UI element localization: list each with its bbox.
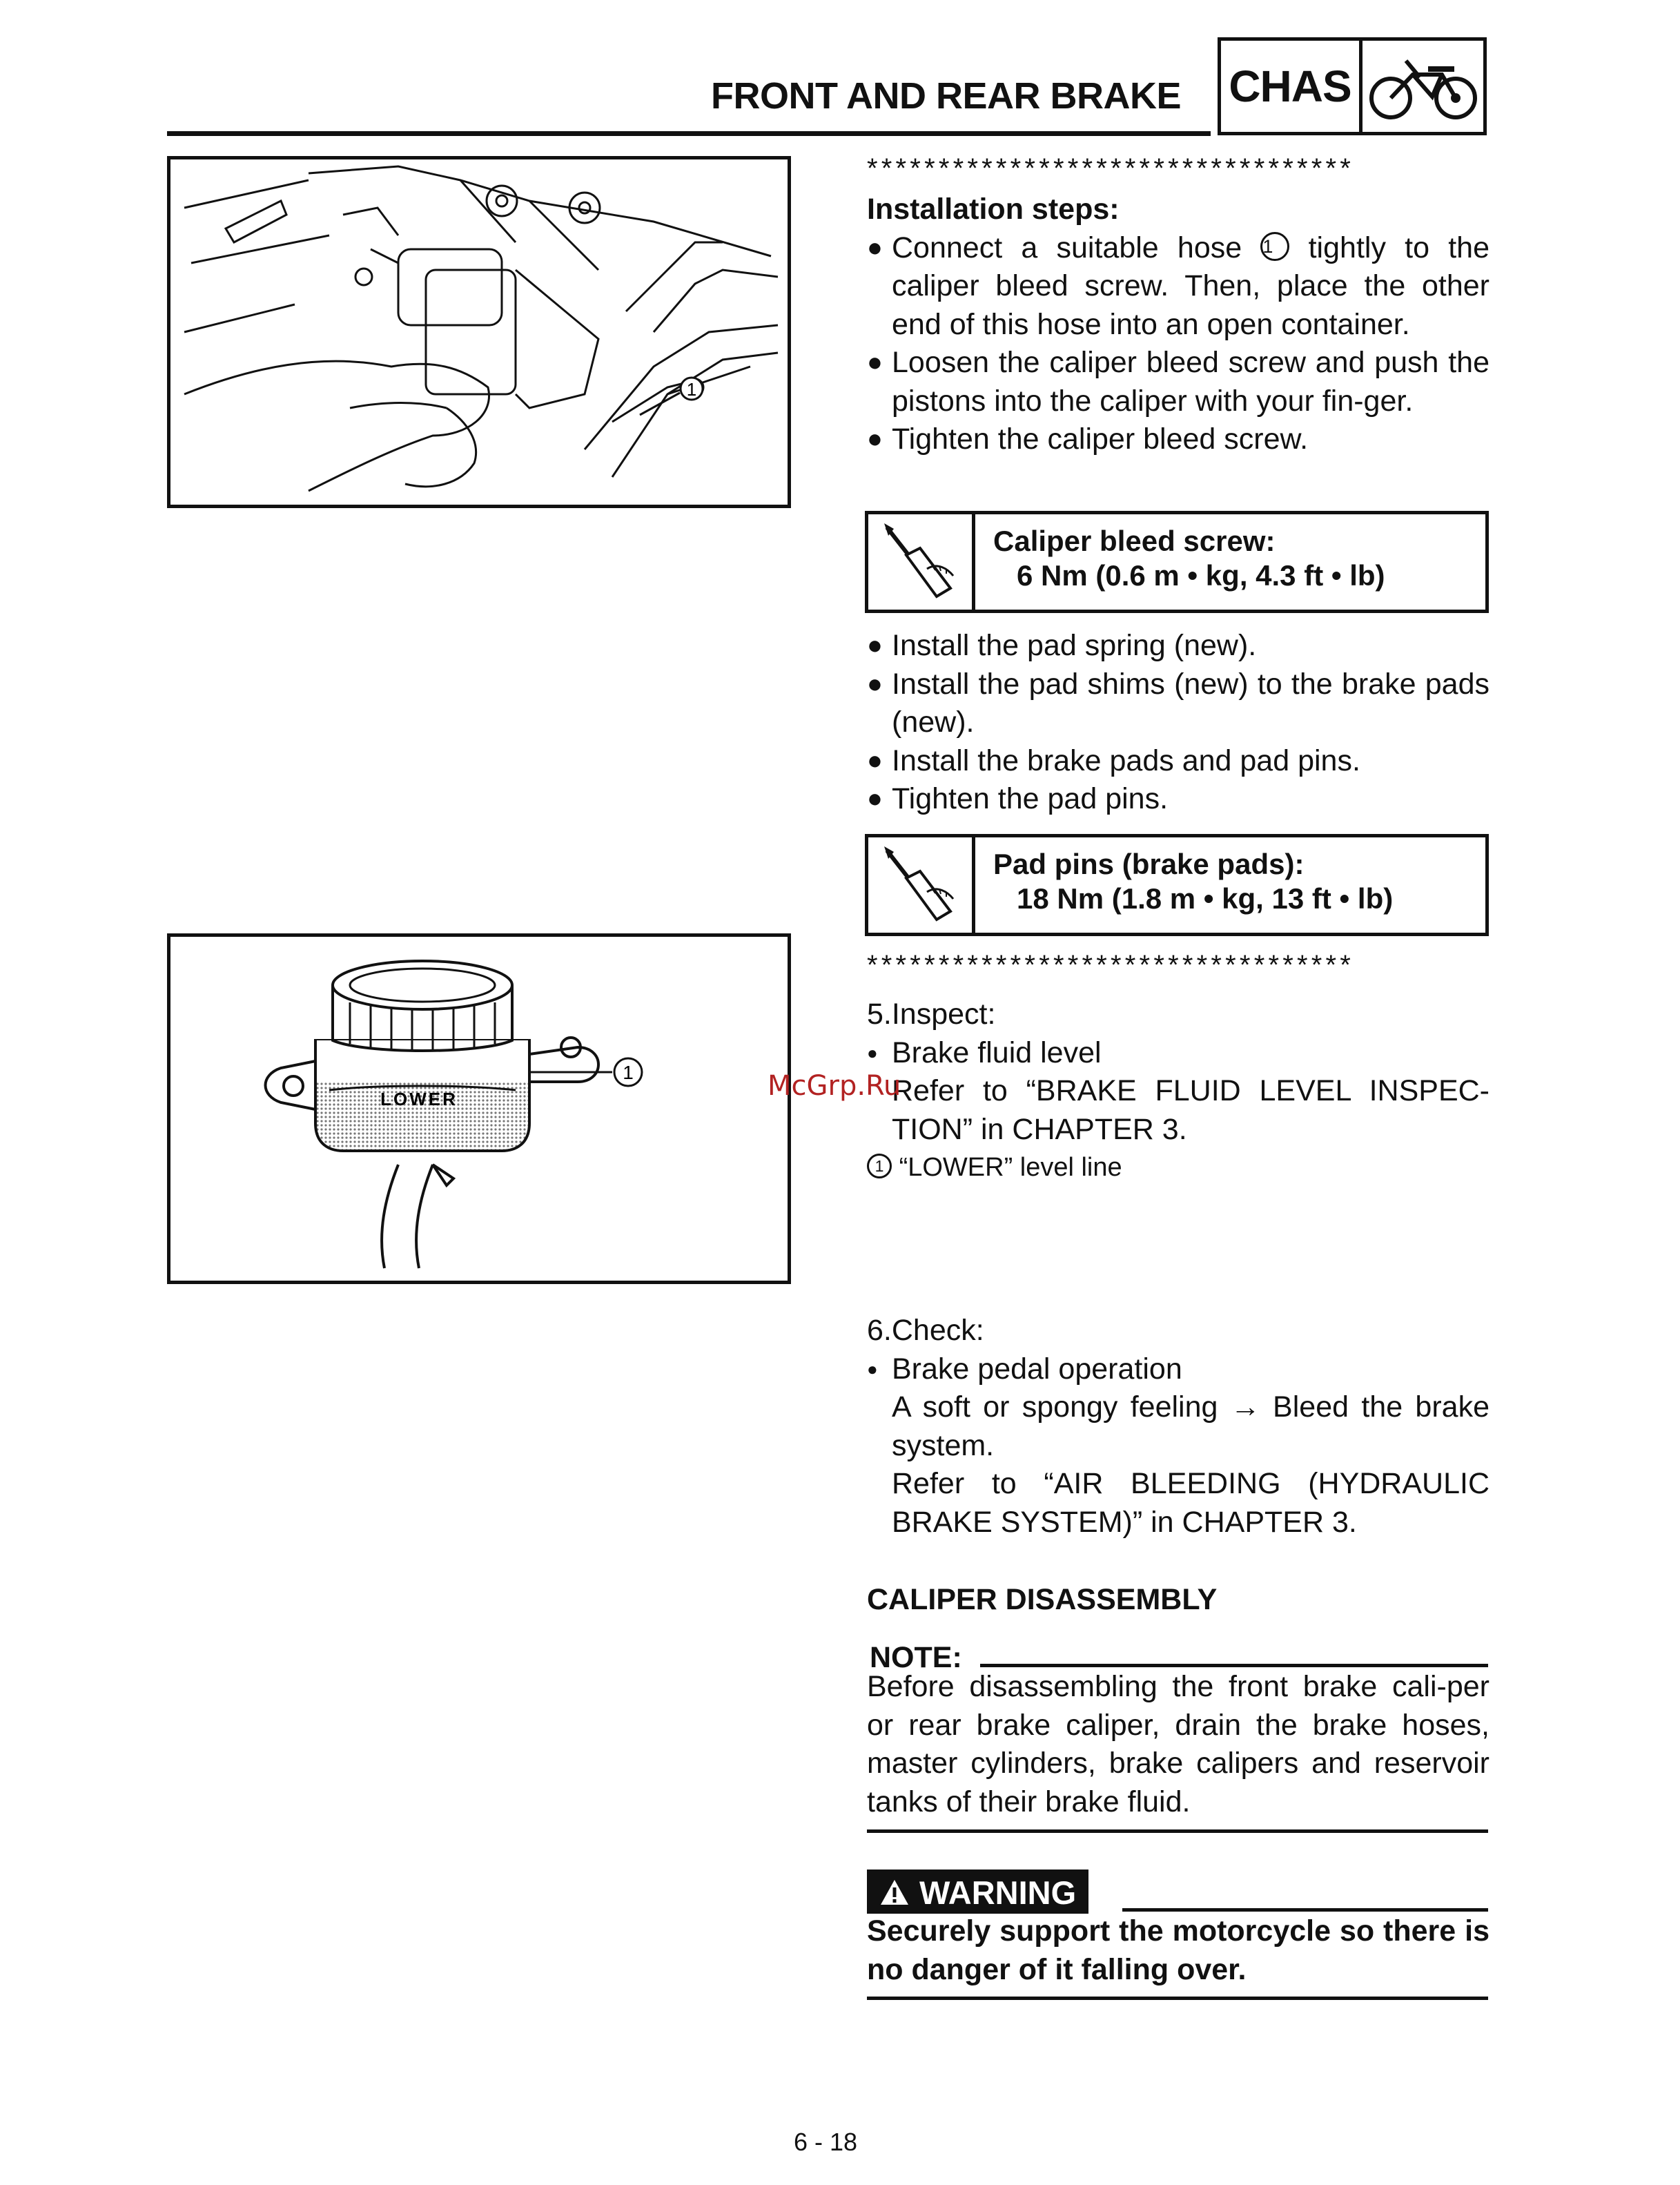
callout-number: 1 — [1260, 232, 1289, 261]
installation-heading: Installation steps: — [867, 193, 1120, 226]
bullet-icon: ● — [867, 669, 883, 699]
watermark: McGrp.Ru — [768, 1070, 901, 1102]
reservoir-figure — [167, 933, 791, 1284]
header-rule — [167, 131, 1211, 136]
warning-text: Securely support the motorcycle so there is no danger of it falling over. — [867, 1914, 1489, 1986]
caliper-illustration — [170, 159, 788, 505]
torque-spec-caliper — [865, 511, 1489, 613]
check-section — [867, 1312, 1489, 1542]
bullet-icon: ● — [867, 233, 883, 262]
note-text: Before disassembling the front brake cali-per or rear brake caliper, drain the brake hoses, master cylinders, brake calipers and reservoir tanks of their brake fluid. — [867, 1670, 1489, 1818]
warning-label: WARNING — [919, 1874, 1077, 1911]
motorcycle-icon — [1362, 41, 1483, 132]
caliper-disassembly-heading: CALIPER DISASSEMBLY — [867, 1583, 1218, 1616]
warning-rule-bottom — [867, 1997, 1488, 2000]
page-title: FRONT AND REAR BRAKE — [711, 75, 1181, 117]
list-item — [867, 742, 1489, 781]
torque-wrench-icon — [868, 514, 975, 610]
check-line1: A soft or spongy feeling → Bleed the brake system. — [892, 1390, 1489, 1462]
warning-badge — [867, 1870, 1088, 1914]
warning-rule-top — [1122, 1908, 1488, 1912]
torque-label: Caliper bleed screw: — [993, 525, 1276, 557]
list-item — [867, 344, 1489, 420]
list-item — [867, 229, 1489, 344]
torque-label: Pad pins (brake pads): — [993, 848, 1305, 880]
check-heading: 6.Check: — [867, 1314, 984, 1347]
star-separator-bottom: ********************************** — [867, 950, 1355, 980]
lower-level-text: LOWER — [380, 1089, 458, 1109]
installation-steps — [867, 191, 1489, 459]
legend-text: “LOWER” level line — [899, 1153, 1122, 1182]
figure2-callout: 1 — [623, 1062, 634, 1083]
callout-number: 1 — [867, 1154, 892, 1178]
bullet-icon: ● — [867, 1042, 878, 1063]
figure-legend — [867, 1149, 1489, 1187]
pad-step2-text: Install the pad shims (new) to the brake pads (new). — [892, 667, 1489, 739]
bullet-icon: ● — [867, 631, 883, 660]
page-number: 6 - 18 — [794, 2128, 858, 2156]
pad-step1-text: Install the pad spring (new). — [892, 629, 1257, 662]
list-item — [867, 780, 1489, 819]
list-item — [867, 1034, 1489, 1073]
torque-value: 18 Nm (1.8 m • kg, 13 ft • lb) — [1017, 882, 1394, 915]
list-item — [867, 420, 1489, 459]
step1-text-b: tightly to the caliper bleed screw. Then, place the other end of this hose into an open container. — [892, 231, 1489, 341]
section-tab — [1218, 37, 1487, 135]
reservoir-illustration — [170, 937, 788, 1281]
pad-step4-text: Tighten the pad pins. — [892, 782, 1169, 815]
note-label: NOTE: — [870, 1641, 962, 1674]
check-item: Brake pedal operation — [892, 1352, 1182, 1386]
bullet-icon: ● — [867, 784, 883, 813]
list-item — [867, 1350, 1489, 1389]
note-rule-top — [980, 1664, 1488, 1667]
step3-text: Tighten the caliper bleed screw. — [892, 423, 1309, 456]
bullet-icon: ● — [867, 746, 883, 775]
inspect-item: Brake fluid level — [892, 1036, 1102, 1069]
torque-wrench-icon — [868, 837, 975, 933]
torque-spec-pad-pins — [865, 834, 1489, 936]
note-rule-bottom — [867, 1829, 1488, 1833]
inspect-heading: 5.Inspect: — [867, 998, 996, 1031]
check-line2: Refer to “AIR BLEEDING (HYDRAULIC BRAKE SYSTEM)” in CHAPTER 3. — [892, 1467, 1489, 1539]
step2-text: Loosen the caliper bleed screw and push the pistons into the caliper with your fin-ger. — [892, 346, 1489, 418]
list-item — [867, 627, 1489, 666]
inspect-reference: Refer to “BRAKE FLUID LEVEL INSPEC-TION” in CHAPTER 3. — [892, 1074, 1489, 1146]
figure1-callout: 1 — [686, 379, 697, 400]
bullet-icon: ● — [867, 348, 883, 377]
inspect-section — [867, 996, 1489, 1187]
pad-step3-text: Install the brake pads and pad pins. — [892, 744, 1360, 777]
star-separator-top: ********************************** — [867, 153, 1355, 184]
bullet-icon: ● — [867, 1358, 878, 1379]
section-label: CHAS — [1221, 41, 1362, 132]
warning-triangle-icon — [879, 1878, 910, 1906]
pad-steps — [867, 627, 1489, 819]
list-item — [867, 666, 1489, 742]
bullet-icon: ● — [867, 425, 883, 454]
caliper-bleed-figure — [167, 156, 791, 508]
step1-text-a: Connect a suitable hose — [892, 231, 1242, 264]
torque-value: 6 Nm (0.6 m • kg, 4.3 ft • lb) — [1017, 559, 1385, 592]
